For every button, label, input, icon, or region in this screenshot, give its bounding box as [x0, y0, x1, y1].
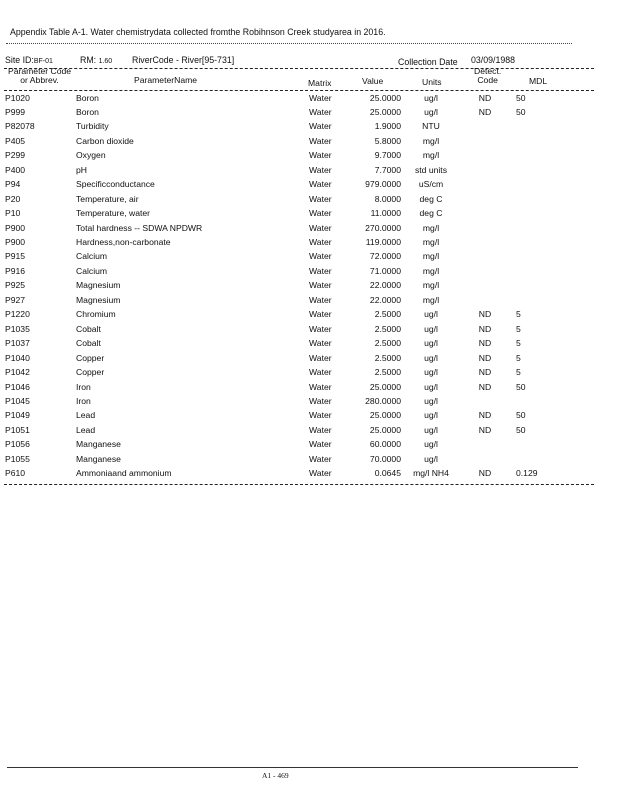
- cell-param-code: P927: [5, 294, 26, 305]
- cell-param-name: Turbidity: [76, 121, 109, 132]
- table-row: [0, 194, 618, 208]
- cell-units: deg C: [419, 208, 443, 219]
- cell-value: 979.0000: [365, 179, 401, 190]
- cell-value: 119.0000: [365, 237, 401, 247]
- cell-param-name: Manganese: [76, 439, 121, 450]
- cell-units: mg/l: [422, 222, 440, 233]
- cell-units: ug/l: [424, 323, 438, 334]
- cell-param-code: P1051: [5, 424, 30, 435]
- header-value: Value: [362, 76, 384, 86]
- cell-units: mg/l: [422, 294, 440, 305]
- table-row: [0, 396, 618, 410]
- cell-mdl: 5: [516, 352, 521, 363]
- cell-value: 270.0000: [365, 222, 401, 233]
- header-mdl: MDL: [529, 76, 548, 86]
- site-id-value: BF-01: [33, 58, 53, 65]
- cell-param-name: Copper: [76, 352, 105, 363]
- cell-param-code: P1042: [5, 367, 30, 378]
- cell-units: ug/l: [424, 439, 438, 450]
- site-id: [5, 55, 53, 65]
- cell-param-name: Iron: [76, 381, 91, 392]
- collection-date: 03/09/1988: [471, 55, 516, 65]
- cell-value: 7.7000: [374, 164, 401, 175]
- cell-mdl: 5: [516, 367, 521, 378]
- cell-value: 5.8000: [374, 135, 401, 146]
- cell-matrix: Water: [309, 222, 332, 233]
- cell-matrix: Water: [309, 193, 332, 204]
- cell-param-name: Calcium: [76, 251, 108, 262]
- cell-matrix: Water: [309, 323, 332, 334]
- cell-mdl: 5: [516, 338, 521, 349]
- cell-mdl: 50: [516, 381, 526, 392]
- cell-units: ug/l: [424, 352, 438, 363]
- cell-param-name: Magnesium: [76, 280, 121, 291]
- table-row: [0, 150, 618, 164]
- header-parameter-name: ParameterName: [134, 75, 198, 85]
- cell-matrix: Water: [309, 265, 332, 276]
- cell-units: mg/l: [422, 135, 440, 146]
- cell-detect-code: ND: [478, 410, 492, 421]
- cell-param-code: P1046: [5, 381, 30, 392]
- cell-param-name: Boron: [76, 106, 99, 117]
- cell-mdl: 0.129: [516, 468, 538, 479]
- cell-matrix: Water: [309, 179, 332, 190]
- table-row: [0, 367, 618, 381]
- cell-matrix: Water: [309, 453, 332, 464]
- table-row: [0, 338, 618, 352]
- title-divider: [6, 43, 572, 44]
- cell-value: 25.0000: [369, 106, 401, 117]
- cell-detect-code: ND: [478, 323, 492, 334]
- table-row: [0, 107, 618, 121]
- table-row: [0, 382, 618, 396]
- cell-param-code: P900: [5, 237, 26, 247]
- cell-value: 70.0000: [369, 453, 401, 464]
- cell-units: ug/l: [424, 338, 438, 349]
- cell-value: 2.5000: [374, 323, 401, 334]
- cell-detect-code: ND: [478, 424, 492, 435]
- cell-value: 2.5000: [374, 367, 401, 378]
- cell-units: mg/l: [422, 280, 440, 291]
- table-bottom-rule: [4, 484, 594, 485]
- cell-matrix: Water: [309, 352, 332, 363]
- cell-matrix: Water: [309, 280, 332, 291]
- cell-param-code: P1056: [5, 439, 30, 450]
- river-code: RiverCode - River[95-731]: [132, 55, 235, 65]
- table-row: [0, 295, 618, 309]
- cell-detect-code: ND: [478, 367, 492, 378]
- cell-param-name: Lead: [76, 424, 96, 435]
- cell-units: ug/l: [424, 367, 438, 378]
- cell-units: uS/cm: [418, 179, 444, 190]
- table-title: Appendix Table A-1. Water chemistrydata collected fromthe Robihnson Creek studyarea in 2016.: [10, 27, 386, 37]
- header-parameter-code: Parameter Code or Abbrev.: [8, 66, 72, 85]
- cell-param-code: P1037: [5, 338, 30, 349]
- cell-param-code: P1045: [5, 395, 30, 406]
- cell-param-name: Carbon dioxide: [76, 135, 134, 146]
- cell-mdl: 5: [516, 309, 521, 320]
- cell-detect-code: ND: [478, 92, 492, 103]
- cell-units: std units: [414, 164, 447, 175]
- cell-param-code: P299: [5, 150, 26, 161]
- cell-matrix: Water: [309, 92, 332, 103]
- table-row: [0, 353, 618, 367]
- cell-value: 11.0000: [370, 208, 401, 219]
- cell-param-code: P10: [5, 208, 21, 219]
- cell-matrix: Water: [309, 439, 332, 450]
- cell-matrix: Water: [309, 106, 332, 117]
- cell-units: ug/l: [424, 381, 438, 392]
- table-row: [0, 251, 618, 265]
- cell-param-code: P20: [5, 193, 21, 204]
- cell-matrix: Water: [309, 381, 332, 392]
- cell-param-name: Temperature, water: [76, 208, 151, 219]
- table-row: [0, 136, 618, 150]
- page-number: A1 - 469: [262, 771, 289, 780]
- cell-value: 9.7000: [374, 150, 401, 161]
- cell-detect-code: ND: [478, 468, 492, 479]
- cell-units: NTU: [422, 121, 440, 132]
- cell-units: mg/l NH4: [413, 468, 449, 479]
- cell-value: 0.0645: [374, 468, 401, 479]
- cell-param-name: pH: [76, 164, 87, 175]
- cell-matrix: Water: [309, 251, 332, 262]
- cell-value: 60.0000: [369, 439, 401, 450]
- header-bottom-rule: [4, 90, 594, 91]
- cell-matrix: Water: [309, 150, 332, 161]
- cell-matrix: Water: [309, 410, 332, 421]
- cell-value: 2.5000: [374, 352, 401, 363]
- cell-units: ug/l: [424, 453, 438, 464]
- cell-matrix: Water: [309, 424, 332, 435]
- footer-rule: [7, 767, 578, 768]
- table-row: [0, 324, 618, 338]
- cell-detect-code: ND: [478, 106, 492, 117]
- cell-value: 2.5000: [374, 309, 401, 320]
- rm-value: 1.60: [98, 58, 113, 65]
- cell-matrix: Water: [309, 121, 332, 132]
- cell-mdl: 50: [516, 106, 526, 117]
- cell-matrix: Water: [309, 338, 332, 349]
- cell-param-code: P610: [5, 468, 26, 479]
- cell-param-code: P1220: [5, 309, 30, 320]
- table-row: [0, 309, 618, 323]
- cell-param-code: P900: [5, 222, 26, 233]
- table-row: [0, 425, 618, 439]
- cell-param-name: Copper: [76, 367, 105, 378]
- cell-param-name: Hardness,non-carbonate: [76, 237, 171, 247]
- cell-matrix: Water: [309, 367, 332, 378]
- cell-param-code: P1049: [5, 410, 30, 421]
- header-detect-code: Detect. Code: [474, 66, 502, 85]
- cell-units: deg C: [419, 193, 443, 204]
- table-row: [0, 280, 618, 294]
- cell-param-code: P925: [5, 280, 26, 291]
- table-row: [0, 223, 618, 237]
- cell-matrix: Water: [309, 294, 332, 305]
- cell-param-name: Ammoniaand ammonium: [76, 468, 172, 479]
- table-row: [0, 266, 618, 280]
- cell-matrix: Water: [309, 135, 332, 146]
- cell-param-name: Manganese: [76, 453, 121, 464]
- cell-units: mg/l: [422, 150, 440, 161]
- cell-value: 72.0000: [369, 251, 401, 262]
- table-row: [0, 468, 618, 482]
- table-row: [0, 454, 618, 468]
- cell-matrix: Water: [309, 164, 332, 175]
- header-units: Units: [422, 77, 442, 87]
- table-row: [0, 121, 618, 135]
- table-row: [0, 439, 618, 453]
- cell-units: mg/l: [422, 251, 440, 262]
- cell-matrix: Water: [309, 208, 332, 219]
- cell-param-code: P82078: [5, 121, 35, 132]
- cell-param-name: Calcium: [76, 265, 108, 276]
- cell-value: 25.0000: [369, 424, 401, 435]
- cell-matrix: Water: [309, 468, 332, 479]
- cell-units: ug/l: [424, 424, 438, 435]
- cell-value: 25.0000: [369, 381, 401, 392]
- cell-param-name: Temperature, air: [76, 193, 139, 204]
- cell-units: mg/l: [422, 265, 440, 276]
- cell-units: ug/l: [424, 410, 438, 421]
- cell-matrix: Water: [309, 309, 332, 320]
- cell-units: ug/l: [424, 106, 438, 117]
- cell-param-name: Boron: [76, 92, 99, 103]
- cell-param-code: P1055: [5, 453, 30, 464]
- header-top-rule: [4, 68, 594, 69]
- cell-units: mg/l: [422, 237, 440, 247]
- cell-units: ug/l: [424, 309, 438, 320]
- cell-value: 25.0000: [369, 92, 401, 103]
- table-row: [0, 410, 618, 424]
- cell-detect-code: ND: [478, 352, 492, 363]
- cell-param-name: Iron: [76, 395, 91, 406]
- cell-param-code: P915: [5, 251, 26, 262]
- table-row: [0, 237, 618, 251]
- cell-mdl: 50: [516, 410, 526, 421]
- cell-value: 1.9000: [374, 121, 401, 132]
- collection-date-label: Collection Date: [398, 57, 458, 67]
- table-row: [0, 179, 618, 193]
- cell-detect-code: ND: [478, 338, 492, 349]
- cell-param-name: Magnesium: [76, 294, 121, 305]
- table-row: [0, 208, 618, 222]
- cell-mdl: 50: [516, 424, 526, 435]
- rm-label: RM:: [80, 55, 97, 65]
- cell-value: 25.0000: [369, 410, 401, 421]
- table-row: [0, 93, 618, 107]
- cell-mdl: 5: [516, 323, 521, 334]
- site-id-label: Site ID:: [5, 55, 34, 65]
- cell-param-code: P94: [5, 179, 21, 190]
- cell-param-code: P1040: [5, 352, 30, 363]
- cell-value: 22.0000: [369, 294, 401, 305]
- cell-param-code: P1020: [5, 92, 30, 103]
- cell-detect-code: ND: [478, 309, 492, 320]
- cell-param-code: P400: [5, 164, 26, 175]
- cell-matrix: Water: [309, 237, 332, 247]
- table-row: [0, 165, 618, 179]
- cell-param-name: Oxygen: [76, 150, 106, 161]
- cell-value: 8.0000: [374, 193, 401, 204]
- cell-param-name: Chromium: [76, 309, 116, 320]
- cell-matrix: Water: [309, 395, 332, 406]
- cell-param-name: Cobalt: [76, 338, 101, 349]
- cell-value: 280.0000: [365, 395, 401, 406]
- header-matrix: Matrix: [308, 78, 332, 88]
- cell-value: 22.0000: [369, 280, 401, 291]
- cell-param-code: P916: [5, 265, 26, 276]
- cell-detect-code: ND: [478, 381, 492, 392]
- cell-param-name: Cobalt: [76, 323, 101, 334]
- cell-mdl: 50: [516, 92, 526, 103]
- cell-param-name: Lead: [76, 410, 96, 421]
- river-mile: [80, 55, 112, 65]
- cell-param-code: P999: [5, 106, 26, 117]
- cell-units: ug/l: [424, 92, 438, 103]
- cell-param-code: P1035: [5, 323, 30, 334]
- cell-value: 2.5000: [374, 338, 401, 349]
- cell-value: 71.0000: [369, 265, 401, 276]
- cell-param-name: Total hardness -- SDWA NPDWR: [76, 222, 203, 233]
- cell-param-name: Specificconductance: [76, 179, 155, 190]
- cell-units: ug/l: [424, 395, 438, 406]
- cell-param-code: P405: [5, 135, 26, 146]
